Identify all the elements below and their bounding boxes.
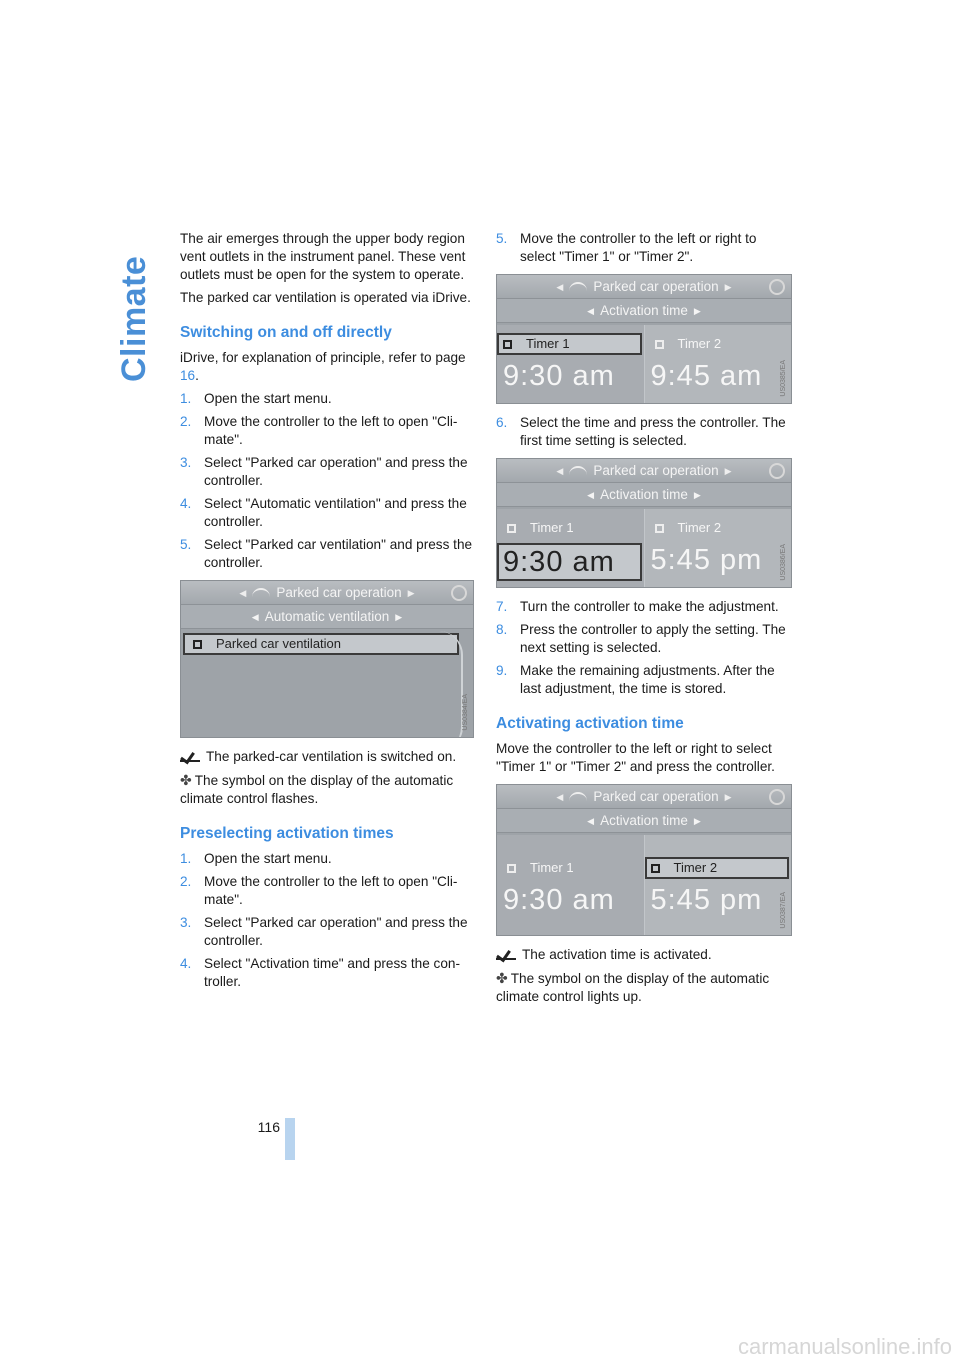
list-item: 5. Move the controller to the left or right to select "Timer 1" or "Timer 2". [496,231,757,264]
ventilation-icon [569,466,587,476]
reference-text: iDrive, for explanation of principle, refer to page 16. [180,350,466,383]
left-column [180,230,474,996]
checkbox-icon [507,864,516,873]
list-item: 4. Select "Activation time" and press the con-troller. [180,956,460,989]
timer-2-label[interactable]: Timer 2 [651,517,722,539]
checkbox-icon [655,524,664,533]
controller-icon [451,585,467,601]
image-code: US0385/EA [780,360,787,397]
page-marker-bar [285,1118,295,1160]
steps-adjust-list [496,598,792,698]
screen-subheader: ◀ Activation time ▶ [497,299,791,323]
screen-timer-select [496,274,792,404]
list-item: 1. Open the start menu. [180,851,332,866]
list-item: 9. Make the remaining adjustments. After the last adjustment, the time is stored. [496,663,775,696]
screen-header: ◀ Parked car operation ▶ [497,275,791,299]
timer-1-label[interactable]: Timer 1 [497,333,642,355]
screen-time-setting [496,458,792,588]
intro-paragraph: The air emerges through the upper body region vent outlets in the instrument panel. These vent outlets must be open for the system to operate. [180,231,466,282]
timer-1-time[interactable]: 9:30 am [497,543,642,581]
checkbox-icon [655,340,664,349]
page-link[interactable]: 16 [180,368,196,383]
controller-icon [769,279,785,295]
timer-2-cell[interactable] [645,509,792,587]
list-item: 3. Select "Parked car operation" and press the controller. [180,915,468,948]
right-column [496,230,792,1011]
steps-preselect-list [180,850,474,991]
note-symbol-lights: ✤ The symbol on the display of the automatic climate control lights up. [496,970,770,1004]
screen-subheader: ◀ Automatic ventilation ▶ [181,605,473,629]
heading-switch-directly: Switching on and off directly [180,324,392,341]
section-title: Climate [115,255,153,382]
list-item: 2. Move the controller to the left to open "Cli-mate". [180,414,458,447]
timer-2-time: 9:45 am [650,360,763,392]
list-item: 4. Select "Automatic ventilation" and press the controller. [180,496,467,529]
timer-1-time: 9:30 am [503,884,615,916]
checkbox-icon [503,340,512,349]
controller-icon [769,463,785,479]
list-item: 6. Select the time and press the controller. The first time setting is selected. [496,415,786,448]
screen-header: ◀ Parked car operation ▶ [181,581,473,605]
idrive-paragraph: The parked car ventilation is operated via iDrive. [180,290,471,305]
timer-1-label[interactable]: Timer 1 [503,517,574,539]
steps-switch-list [180,390,474,572]
timer-1-time: 9:30 am [503,360,615,392]
checkmark-icon [496,948,518,960]
list-item: 5. Select "Parked car ventilation" and press the controller. [180,537,473,570]
heading-activate: Activating activation time [496,715,684,732]
image-code: US0387/EA [780,892,787,929]
screen-parked-car-ventilation [180,580,474,738]
timer-1-label[interactable]: Timer 1 [503,857,574,879]
timer-2-cell[interactable] [645,835,792,935]
screen-header: ◀ Parked car operation ▶ [497,785,791,809]
timer-panel [497,509,791,587]
list-item: 2. Move the controller to the left to open "Cli-mate". [180,874,458,907]
fan-icon: ✤ [180,772,192,788]
list-item: 3. Select "Parked car operation" and press the controller. [180,455,468,488]
image-code: US0386/EA [780,544,787,581]
checkmark-icon [180,750,202,762]
screen-timer-activate [496,784,792,936]
image-code: US0384/EA [462,694,469,731]
note-symbol-flashes: ✤ The symbol on the display of the automatic climate control flashes. [180,772,454,806]
timer-1-cell[interactable] [497,325,645,403]
ventilation-icon [569,792,587,802]
fan-icon: ✤ [496,970,508,986]
timer-2-cell[interactable] [645,325,792,403]
list-item: 8. Press the controller to apply the setting. The next setting is selected. [496,622,786,655]
timer-2-label[interactable]: Timer 2 [645,857,790,879]
step-5 [496,230,792,266]
screen-header: ◀ Parked car operation ▶ [497,459,791,483]
timer-2-label[interactable]: Timer 2 [651,333,722,355]
heading-preselect: Preselecting activation times [180,825,394,842]
list-item: 1. Open the start menu. [180,391,332,406]
timer-1-cell[interactable] [497,835,645,935]
checkbox-icon [507,524,516,533]
timer-1-cell[interactable] [497,509,645,587]
page-number: 116 [257,1119,280,1135]
ventilation-icon [252,588,270,598]
timer-2-time: 5:45 pm [650,544,763,576]
timer-panel [497,325,791,403]
checkbox-icon [193,640,202,649]
note-switched-on: The parked-car ventilation is switched on. [180,748,474,766]
timer-2-time: 5:45 pm [650,884,763,916]
step-6 [496,414,792,450]
menu-item-parked-car-ventilation[interactable]: Parked car ventilation [183,633,459,655]
activate-paragraph: Move the controller to the left or right to select "Timer 1" or "Timer 2" and press the controller. [496,741,775,774]
screen-subheader: ◀ Activation time ▶ [497,483,791,507]
controller-icon [769,789,785,805]
list-item: 7. Turn the controller to make the adjustment. [496,599,779,614]
ventilation-icon [569,282,587,292]
screen-subheader: ◀ Activation time ▶ [497,809,791,833]
note-activated: The activation time is activated. [496,946,792,964]
checkbox-icon [651,864,660,873]
timer-panel [497,835,791,935]
watermark: carmanualsonline.info [737,1334,952,1358]
